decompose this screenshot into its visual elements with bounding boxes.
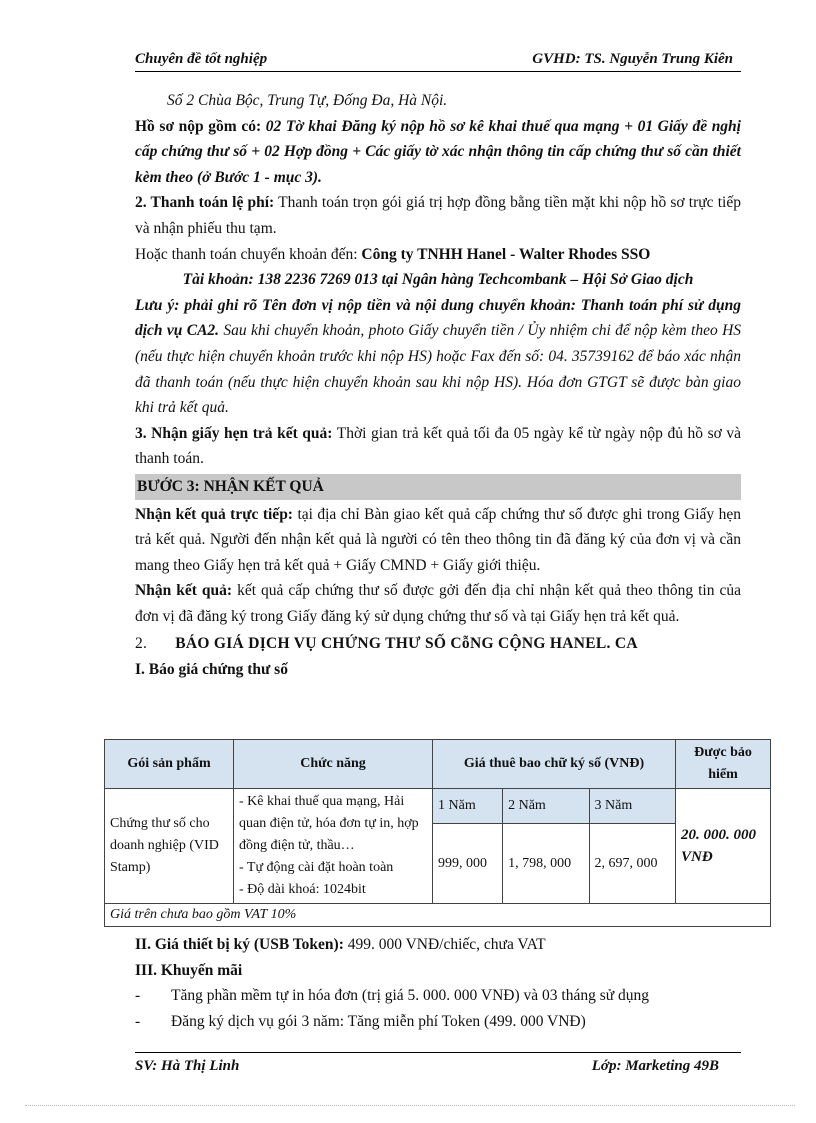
address-line: Số 2 Chùa Bộc, Trung Tự, Đống Đa, Hà Nội.: [167, 92, 448, 109]
function-cell: [234, 789, 433, 904]
section-heading: [135, 631, 741, 657]
promo-item-2: Đăng ký dịch vụ gói 3 năm: Tăng miễn phí Token (499. 000 VNĐ): [171, 1012, 586, 1030]
table-header-row: [105, 740, 771, 789]
vat-note: Giá trên chưa bao gồm VAT 10%: [105, 904, 771, 927]
section-number: 2.: [135, 635, 148, 653]
result-paragraph: [135, 578, 741, 629]
device-text: 499. 000 VNĐ/chiếc, chưa VAT: [347, 936, 546, 953]
function-item: - Độ dài khoá: 1024bit: [239, 882, 366, 897]
result-text: kết quả cấp chứng thư số được gởi đến địa chỉ nhận kết quả theo thông tin của đơn vị đã đăng ký trong Giấy đăng ký sử dụng chứng thư số và tại Giấy hẹn trả kết quả.: [135, 582, 742, 625]
device-paragraph: [135, 932, 741, 958]
note-bold: Lưu ý: phải ghi rõ Tên đơn vị nộp tiền và nội dung chuyển khoản: Thanh toán phí sử dụng dịch vụ CA2.: [135, 296, 741, 340]
function-item: - Tự động cài đặt hoàn toàn: [239, 860, 394, 875]
receive-text: Thời gian trả kết quả tối đa 05 ngày kể từ ngày nộp đủ hồ sơ và thanh toán.: [135, 424, 741, 468]
list-item: - Tăng phần mềm tự in hóa đơn (trị giá 5. 000. 000 VNĐ) và 03 tháng sử dụng: [135, 987, 650, 1005]
receive-label: 3. Nhận giấy hẹn trả kết quả:: [135, 424, 333, 442]
price-2: 1, 798, 000: [503, 824, 589, 904]
th-function: Chức năng: [234, 740, 433, 789]
direct-text: tại địa chỉ Bàn giao kết quả cấp chứng thư số được ghi trong Giấy hẹn trả kết quả. Người đến nhận kết quả là người có tên theo thông tin đã đăng ký của đơn vị và cần mang theo Giấy hẹn trả kết quả + Giấy CMND + Giấy giới thiệu.: [135, 505, 742, 574]
table-note-row: [105, 904, 771, 927]
section-title: BÁO GIÁ DỊCH VỤ CHỨNG THƯ SỐ CỗNG CỘNG HANEL. CA: [175, 635, 638, 653]
th-price: Giá thuê bao chữ ký số (VNĐ): [433, 740, 676, 789]
transfer-paragraph: [135, 242, 741, 268]
th-insured: Được bảo hiểm: [676, 740, 771, 789]
payment-text: Thanh toán trọn gói giá trị hợp đồng bằng tiền mặt khi nộp hồ sơ trực tiếp và nhận phiếu thu tạm.: [135, 194, 741, 237]
year-2: 2 Năm: [503, 789, 589, 824]
table-row: [105, 789, 771, 824]
header-right: GVHD: TS. Nguyễn Trung Kiên: [532, 51, 733, 67]
footer-left: SV: Hà Thị Linh: [135, 1058, 240, 1074]
main-content: [135, 88, 741, 683]
note-paragraph: [135, 293, 741, 421]
promo-item-1: Tăng phần mềm tự in hóa đơn (trị giá 5. 000. 000 VNĐ) và 03 tháng sử dụng: [171, 987, 650, 1005]
hoso-text: 02 Tờ khai Đăng ký nộp hồ sơ kê khai thuế qua mạng + 01 Giấy đề nghị cấp chứng thư số + 02 Hợp đồng + Các giấy tờ xác nhận thông tin cấp chứng thư số cần thiết kèm theo (ở Bước 1 - mục 3).: [135, 117, 741, 186]
receive-paragraph: [135, 421, 741, 472]
device-label: II. Giá thiết bị ký (USB Token):: [135, 936, 344, 953]
result-label: Nhận kết quả:: [135, 582, 233, 600]
header-left: Chuyên đề tốt nghiệp: [135, 51, 268, 67]
subsection-1: I. Báo giá chứng thư số: [135, 661, 288, 679]
after-table-content: [135, 932, 741, 1034]
account-line: Tài khoản: 138 2236 7269 013 tại Ngân hàng Techcombank – Hội Sở Giao dịch: [182, 271, 694, 289]
payment-label: 2. Thanh toán lệ phí:: [135, 194, 275, 212]
hoso-paragraph: [135, 114, 741, 191]
year-1: 1 Năm: [433, 789, 503, 824]
hoso-label: Hồ sơ nộp gồm có:: [135, 117, 262, 135]
price-3: 2, 697, 000: [589, 824, 675, 904]
step3-heading: BƯỚC 3: NHẬN KẾT QUẢ: [135, 474, 741, 500]
transfer-company: Công ty TNHH Hanel - Walter Rhodes SSO: [361, 245, 651, 263]
footer-right: Lớp: Marketing 49B: [591, 1058, 719, 1074]
page-header: [135, 49, 741, 72]
price-1: 999, 000: [433, 824, 503, 904]
payment-paragraph: [135, 190, 741, 241]
transfer-text: Hoặc thanh toán chuyển khoản đến:: [135, 245, 358, 263]
function-item: - Kê khai thuế qua mạng, Hải quan điện tử, hóa đơn tự in, hợp đồng điện tử, thầu…: [239, 794, 419, 853]
product-cell: Chứng thư số cho doanh nghiệp (VID Stamp): [105, 789, 234, 904]
note-rest: Sau khi chuyển khoản, photo Giấy chuyển tiền / Ủy nhiệm chi để nộp kèm theo HS (nếu thực hiện chuyển khoản trước khi nộp HS) hoặc Fax đến số: 04. 35739162 để báo xác nhận đã thanh toán (nếu thực hiện chuyển khoản sau khi nộp HS). Hóa đơn GTGT sẽ được bàn giao khi trả kết quả.: [135, 322, 742, 417]
list-item: - Đăng ký dịch vụ gói 3 năm: Tăng miễn phí Token (499. 000 VNĐ): [135, 1012, 586, 1030]
year-3: 3 Năm: [589, 789, 675, 824]
page-footer: [135, 1052, 741, 1077]
promo-title: III. Khuyến mãi: [135, 961, 243, 979]
direct-label: Nhận kết quả trực tiếp:: [135, 505, 293, 523]
insured-cell: 20. 000. 000 VNĐ: [676, 789, 771, 904]
th-product: Gói sản phẩm: [105, 740, 234, 789]
direct-paragraph: [135, 502, 741, 579]
price-table: [104, 739, 771, 927]
page-edge-divider: [25, 1105, 795, 1106]
